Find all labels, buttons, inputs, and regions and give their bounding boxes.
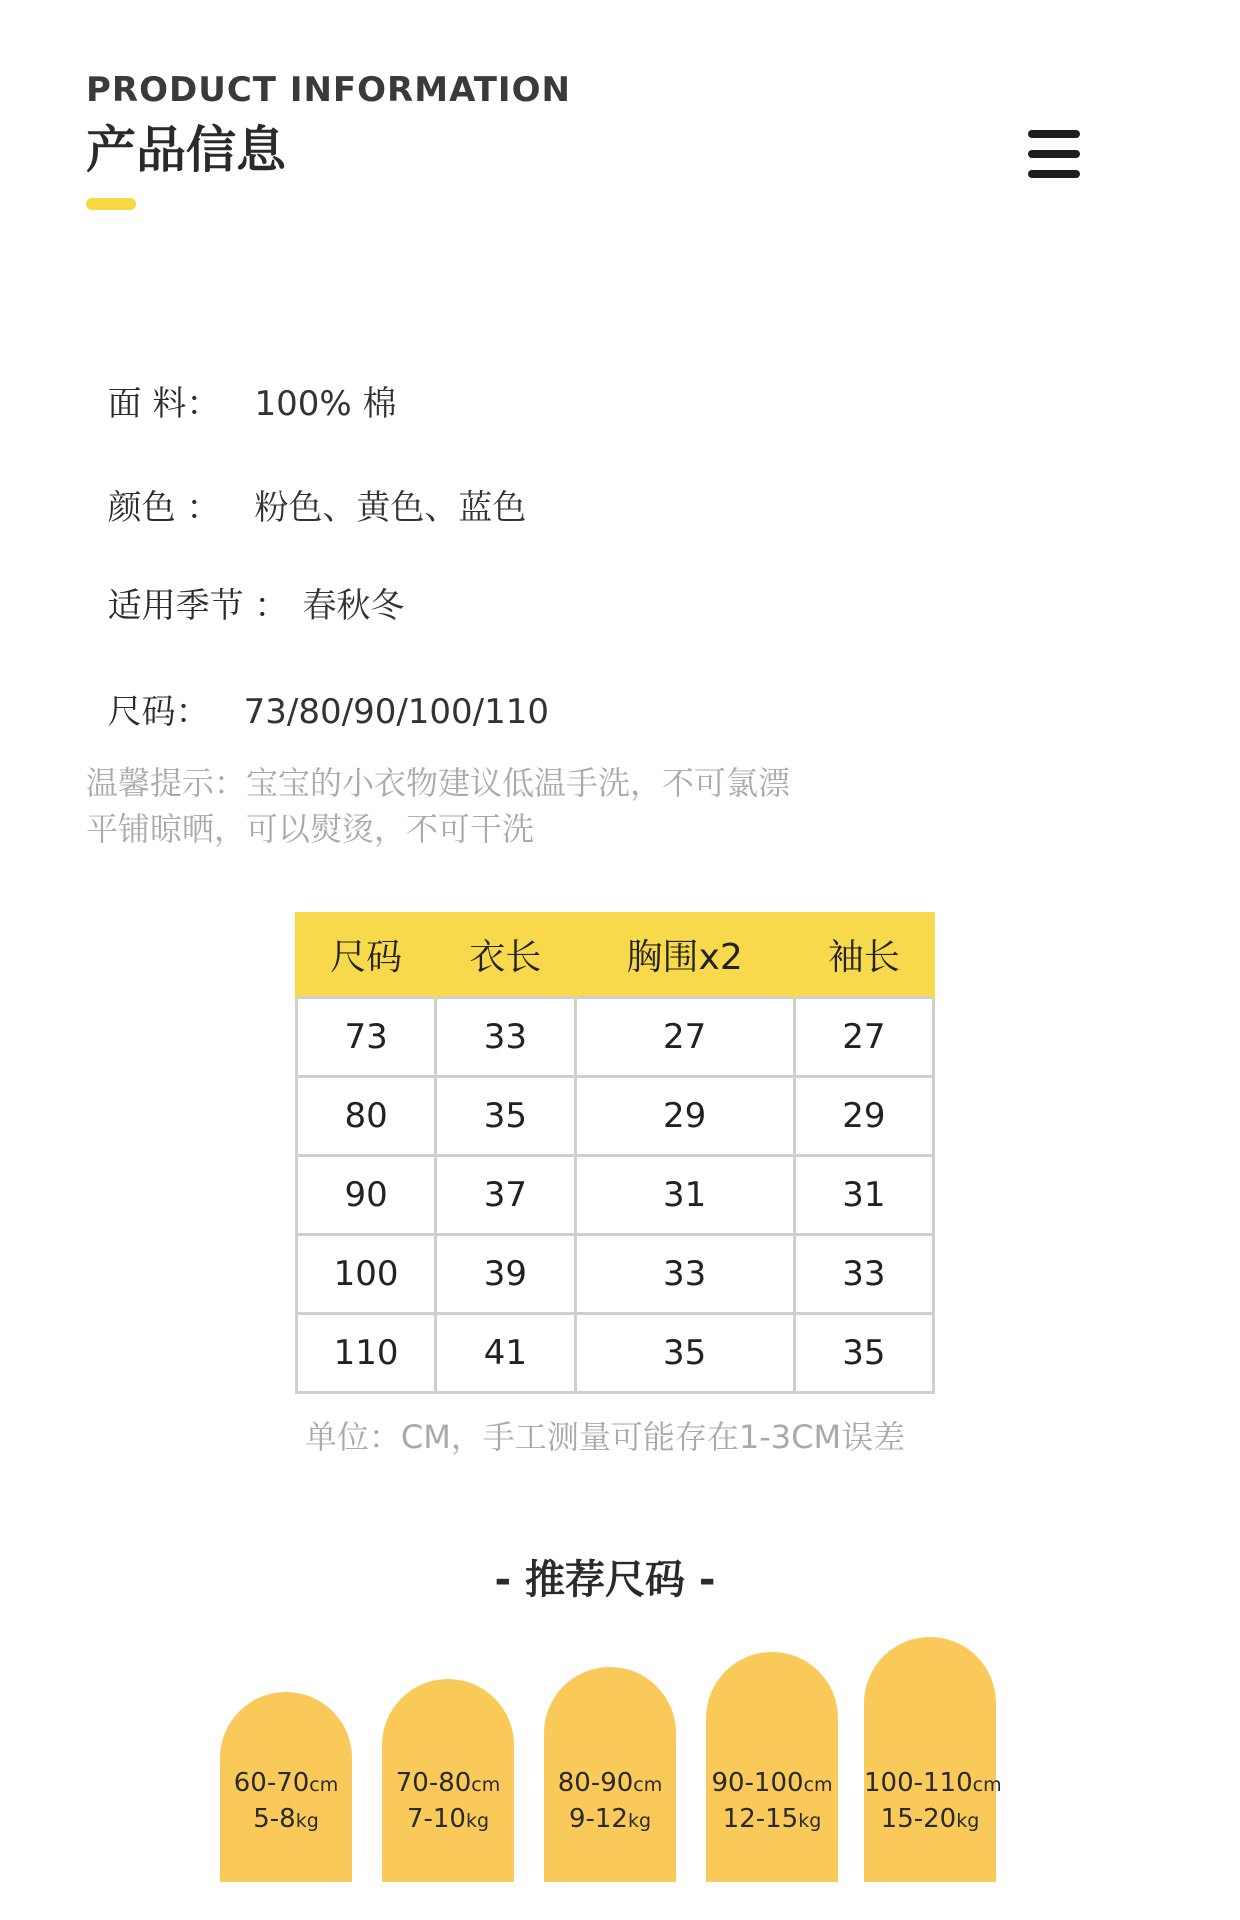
table-cell: 100: [297, 1235, 436, 1314]
size-pill-1: [220, 1692, 352, 1882]
recommend-title: - 推荐尺码 -: [494, 1557, 716, 1603]
table-header-cell: 袖长: [794, 912, 933, 998]
pill-weight: 12-15kg: [722, 1804, 822, 1834]
info-label: 颜色 ：: [107, 488, 221, 528]
pill-height: 90-100cm: [711, 1768, 833, 1798]
table-header-cell: 衣长: [436, 912, 575, 998]
table-cell: 73: [297, 998, 436, 1077]
table-header-cell: 尺码: [297, 912, 436, 998]
table-row: [297, 998, 934, 1077]
table-cell: 80: [297, 1077, 436, 1156]
table-cell: 31: [575, 1156, 794, 1235]
page-title: 产品信息: [86, 121, 286, 179]
header-en-title: PRODUCT INFORMATION: [86, 70, 571, 110]
table-cell: 110: [297, 1314, 436, 1393]
table-cell: 39: [436, 1235, 575, 1314]
pill-weight: 5-8kg: [253, 1804, 319, 1834]
care-tip-line: 平铺晾晒，可以熨烫，不可干洗: [86, 810, 535, 848]
table-cell: 90: [297, 1156, 436, 1235]
info-value: 粉色、黄色、蓝色: [254, 488, 527, 528]
table-cell: 41: [436, 1314, 575, 1393]
pill-weight: 9-12kg: [568, 1804, 652, 1834]
pill-height: 80-90cm: [557, 1768, 663, 1798]
info-row-season: [86, 538, 404, 627]
title-underline: [86, 198, 136, 210]
table-cell: 27: [575, 998, 794, 1077]
pill-weight: 7-10kg: [406, 1804, 490, 1834]
info-row-fabric: [86, 336, 396, 425]
table-cell: 35: [794, 1314, 933, 1393]
table-cell: 29: [794, 1077, 933, 1156]
table-cell: 35: [436, 1077, 575, 1156]
table-cell: 37: [436, 1156, 575, 1235]
info-value: 春秋冬: [302, 586, 405, 626]
info-label: 尺码：: [107, 692, 210, 732]
pill-height: 70-80cm: [395, 1768, 501, 1798]
table-header-row: [297, 912, 934, 998]
size-pill-4: [706, 1652, 838, 1882]
size-pill-3: [544, 1667, 676, 1882]
size-pill-2: [382, 1679, 514, 1882]
table-row: [297, 1156, 934, 1235]
info-row-color: [86, 440, 526, 529]
table-row: [297, 1077, 934, 1156]
care-tip: [86, 760, 790, 852]
info-value: 73/80/90/100/110: [243, 692, 550, 732]
table-cell: 31: [794, 1156, 933, 1235]
pill-height: 100-110cm: [864, 1768, 1002, 1798]
table-row: [297, 1235, 934, 1314]
table-cell: 35: [575, 1314, 794, 1393]
table-cell: 33: [436, 998, 575, 1077]
info-label: 面 料：: [107, 384, 221, 424]
size-table: [295, 912, 935, 1394]
table-cell: 33: [794, 1235, 933, 1314]
table-row: [297, 1314, 934, 1393]
pill-height: 60-70cm: [233, 1768, 339, 1798]
care-tip-line: 温馨提示：宝宝的小衣物建议低温手洗，不可氯漂: [86, 764, 791, 802]
table-header-cell: 胸围x2: [575, 912, 794, 998]
table-cell: 27: [794, 998, 933, 1077]
unit-note: 单位：CM，手工测量可能存在1-3CM误差: [304, 1418, 906, 1456]
table-cell: 29: [575, 1077, 794, 1156]
info-row-size: [86, 644, 549, 733]
menu-icon[interactable]: [1028, 130, 1080, 178]
pill-weight: 15-20kg: [880, 1804, 980, 1834]
info-value: 100% 棉: [254, 384, 397, 424]
table-cell: 33: [575, 1235, 794, 1314]
info-label: 适用季节 ：: [107, 586, 289, 626]
size-pill-5: [864, 1637, 1002, 1882]
